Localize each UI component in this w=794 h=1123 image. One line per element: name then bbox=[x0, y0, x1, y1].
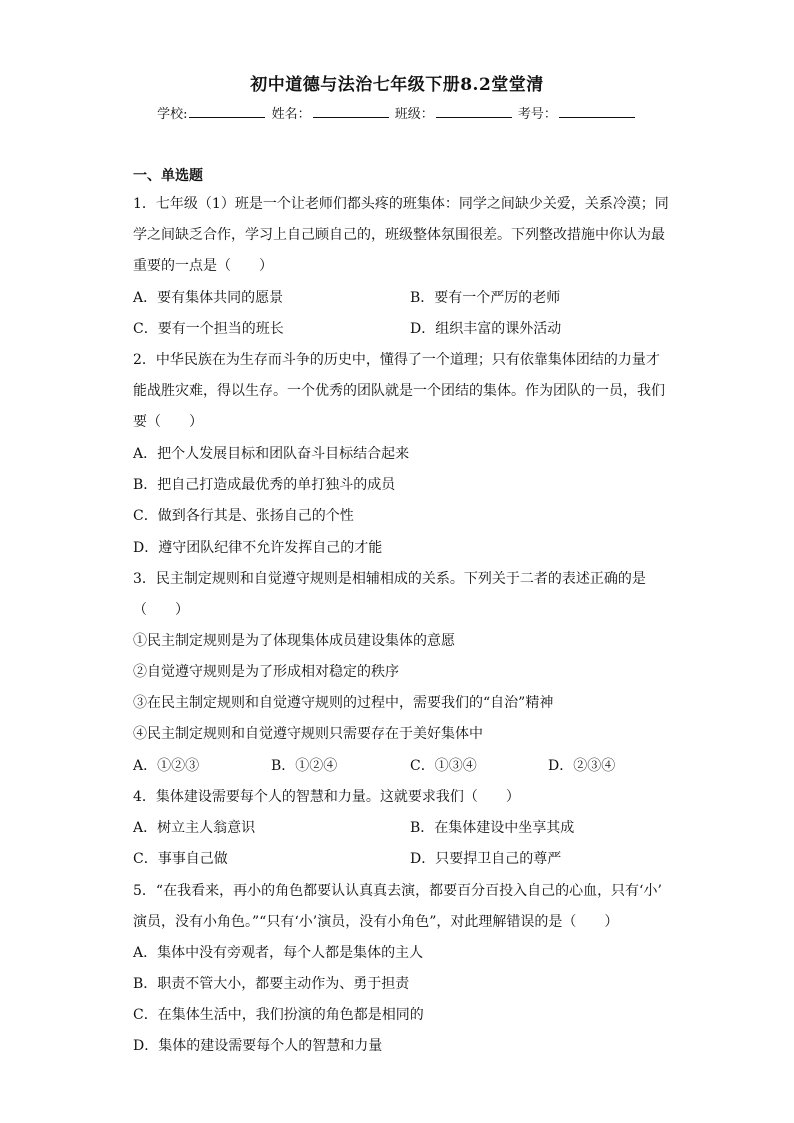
school-blank bbox=[189, 105, 265, 118]
question-3-option-c[interactable]: C．①③④ bbox=[410, 758, 477, 774]
question-2-line-3: 要（ ） bbox=[133, 414, 203, 430]
question-3-statement-1: ①民主制定规则是为了体现集体成员建设集体的意愿 bbox=[133, 633, 455, 649]
question-4-option-c[interactable]: C．事事自己做 bbox=[133, 851, 228, 867]
name-blank bbox=[313, 105, 389, 118]
question-5-option-a[interactable]: A．集体中没有旁观者，每个人都是集体的主人 bbox=[133, 945, 424, 961]
question-2-option-c[interactable]: C．做到各行其是、张扬自己的个性 bbox=[133, 508, 354, 524]
question-5-line-2: 演员，没有小角色。”“只有‘小’演员，没有小角色”，对此理解错误的是（ ） bbox=[133, 914, 619, 930]
question-4-option-a[interactable]: A．树立主人翁意识 bbox=[133, 820, 256, 836]
question-3-line-2: （ ） bbox=[133, 602, 189, 618]
question-3-option-b[interactable]: B．①②④ bbox=[271, 758, 338, 774]
question-4-option-b[interactable]: B．在集体建设中坐享其成 bbox=[410, 820, 575, 836]
question-3-option-d[interactable]: D．②③④ bbox=[548, 758, 616, 774]
school-label: 学校: bbox=[157, 107, 188, 122]
question-2-option-a[interactable]: A．把个人发展目标和团队奋斗目标结合起来 bbox=[133, 446, 410, 462]
question-1-option-c[interactable]: C．要有一个担当的班长 bbox=[133, 321, 284, 337]
question-2-option-d[interactable]: D．遵守团队纪律不允许发挥自己的才能 bbox=[133, 540, 383, 556]
question-3-statement-2: ②自觉遵守规则是为了形成相对稳定的秩序 bbox=[133, 664, 399, 680]
question-3-option-a[interactable]: A．①②③ bbox=[133, 758, 200, 774]
question-5-line-1: 5．“在我看来，再小的角色都要认认真真去演，都要百分百投入自己的心血，只有‘小’ bbox=[133, 883, 662, 899]
student-info-row bbox=[0, 103, 794, 122]
question-3-line-1: 3．民主制定规则和自觉遵守规则是相辅相成的关系。下列关于二者的表述正确的是 bbox=[133, 571, 646, 587]
question-2-line-1: 2．中华民族在为生存而斗争的历史中，懂得了一个道理；只有依靠集体团结的力量才 bbox=[133, 352, 660, 368]
question-2-line-2: 能战胜灾难，得以生存。一个优秀的团队就是一个团结的集体。作为团队的一员，我们 bbox=[133, 383, 665, 399]
question-3-statement-4: ④民主制定规则和自觉遵守规则只需要存在于美好集体中 bbox=[133, 726, 483, 742]
question-5-option-b[interactable]: B．职责不管大小，都要主动作为、勇于担责 bbox=[133, 976, 410, 992]
exam-number-label: 考号： bbox=[517, 107, 557, 122]
question-4-option-d[interactable]: D．只要捍卫自己的尊严 bbox=[410, 851, 562, 867]
question-2-option-b[interactable]: B．把自己打造成最优秀的单打独斗的成员 bbox=[133, 477, 396, 493]
question-1-line-2: 学之间缺乏合作，学习上自己顾自己的，班级整体氛围很差。下列整改措施中你认为最 bbox=[133, 227, 665, 243]
section-title: 一、单选题 bbox=[133, 168, 203, 184]
question-1-option-a[interactable]: A．要有集体共同的愿景 bbox=[133, 290, 284, 306]
question-1-line-1: 1．七年级（1）班是一个让老师们都头疼的班集体：同学之间缺少关爱，关系冷漠；同 bbox=[133, 196, 669, 212]
question-5-option-d[interactable]: D．集体的建设需要每个人的智慧和力量 bbox=[133, 1038, 383, 1054]
question-4-line-1: 4．集体建设需要每个人的智慧和力量。这就要求我们（ ） bbox=[133, 789, 520, 805]
question-3-statement-3: ③在民主制定规则和自觉遵守规则的过程中，需要我们的“自治”精神 bbox=[133, 695, 554, 711]
question-1-line-3: 重要的一点是（ ） bbox=[133, 258, 273, 274]
question-1-option-b[interactable]: B．要有一个严厉的老师 bbox=[410, 290, 561, 306]
name-label: 姓名： bbox=[271, 107, 311, 122]
question-5-option-c[interactable]: C．在集体生活中，我们扮演的角色都是相同的 bbox=[133, 1007, 424, 1023]
exam-number-blank bbox=[559, 105, 635, 118]
page-title: 初中道德与法治七年级下册8.2堂堂清 bbox=[250, 75, 544, 95]
class-label: 班级： bbox=[394, 107, 434, 122]
question-1-option-d[interactable]: D．组织丰富的课外活动 bbox=[410, 321, 562, 337]
class-blank bbox=[436, 105, 512, 118]
